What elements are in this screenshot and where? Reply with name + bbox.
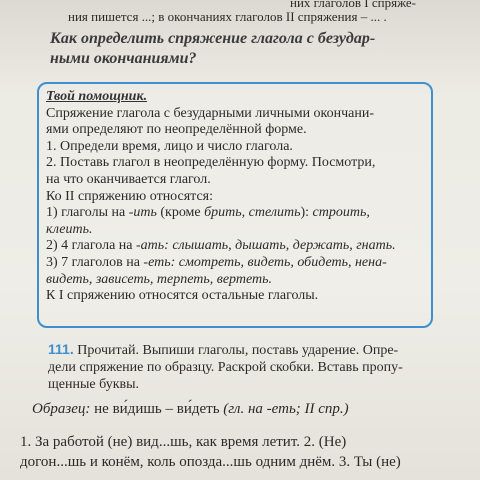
rule-item-1-examples: строить, bbox=[312, 205, 370, 221]
previous-text bbox=[68, 0, 468, 24]
exercise-text bbox=[20, 432, 476, 472]
sample-line bbox=[32, 400, 349, 418]
sample-note: (гл. на -еть; II спр.) bbox=[223, 401, 349, 417]
rule-step-2b: на что оканчивается глагол. bbox=[46, 171, 211, 187]
rule-item-3-verbs: -еть: смотреть, видеть, обидеть, нена- bbox=[143, 254, 387, 270]
rule-item-3 bbox=[46, 255, 425, 272]
rule-step-2a: 2. Поставь глагол в неопределённую форму. Посмотри, bbox=[46, 155, 376, 171]
first-conjugation-rule: К I спряжению относятся остальные глаголы. bbox=[46, 288, 319, 304]
rule-item-1 bbox=[46, 205, 425, 222]
exercise-text-line-2: догон...шь и конём, коль опозда...шь одним днём. 3. Ты (не) bbox=[20, 454, 401, 470]
rule-intro-1: Спряжение глагола с безударными личными окончани- bbox=[46, 105, 375, 121]
rule-item-2-verbs: -ать: слышать, дышать, держать, гнать. bbox=[136, 238, 396, 254]
rule-item-2 bbox=[46, 238, 425, 255]
second-conjugation-heading: Ко II спряжению относятся: bbox=[46, 188, 214, 204]
exercise-line-2: дели спряжение по образцу. Раскрой скобки. Вставь пропу- bbox=[48, 360, 403, 375]
section-heading bbox=[50, 29, 450, 69]
helper-rule-box bbox=[37, 82, 433, 328]
sample-label: Образец: bbox=[32, 401, 91, 417]
exercise-line-3: щенные буквы. bbox=[48, 377, 140, 392]
rule-item-1-cont bbox=[46, 222, 425, 239]
rule-item-1-e: ): bbox=[300, 205, 313, 221]
rule-item-3-a: 3) 7 глаголов на bbox=[46, 254, 144, 270]
rule-item-1-exceptions: брить, стелить bbox=[204, 205, 301, 221]
exercise-line-1-text: Прочитай. Выпиши глаголы, поставь ударение. Опре- bbox=[73, 343, 399, 358]
rule-item-3-cont bbox=[46, 272, 425, 289]
previous-text-line-1: них глаголов I спряже- bbox=[290, 0, 417, 10]
rule-item-2-a: 2) 4 глагола на bbox=[46, 238, 137, 254]
heading-line-1: Как определить спряжение глагола с безудар- bbox=[50, 30, 376, 47]
rule-intro-2: ями определяют по неопределённой форме. bbox=[46, 122, 307, 138]
heading-line-2: ными окончаниями? bbox=[50, 50, 197, 67]
previous-text-line-2: ния пишется ...; в окончаниях глаголов II спряжения – ... . bbox=[68, 9, 387, 24]
rule-step-1: 1. Определи время, лицо и число глагола. bbox=[46, 138, 293, 154]
sample-text: не ви́дишь – ви́деть bbox=[90, 401, 224, 417]
rule-item-1-c: (кроме bbox=[156, 205, 205, 221]
exercise-text-line-1: 1. За работой (не) вид...шь, как время летит. 2. (Не) bbox=[20, 434, 347, 450]
exercise-number: 111. bbox=[48, 341, 74, 357]
rule-item-1-suffix: -ить bbox=[128, 205, 157, 221]
rule-item-3-verbs-cont: видеть, зависеть, терпеть, вертеть. bbox=[46, 271, 272, 287]
exercise-line-1 bbox=[48, 341, 466, 359]
rule-item-1-examples-cont: клеить. bbox=[46, 221, 93, 237]
rule-item-1-a: 1) глаголы на bbox=[46, 205, 129, 221]
exercise-instructions bbox=[48, 341, 466, 393]
helper-title: Твой помощник. bbox=[46, 89, 148, 104]
